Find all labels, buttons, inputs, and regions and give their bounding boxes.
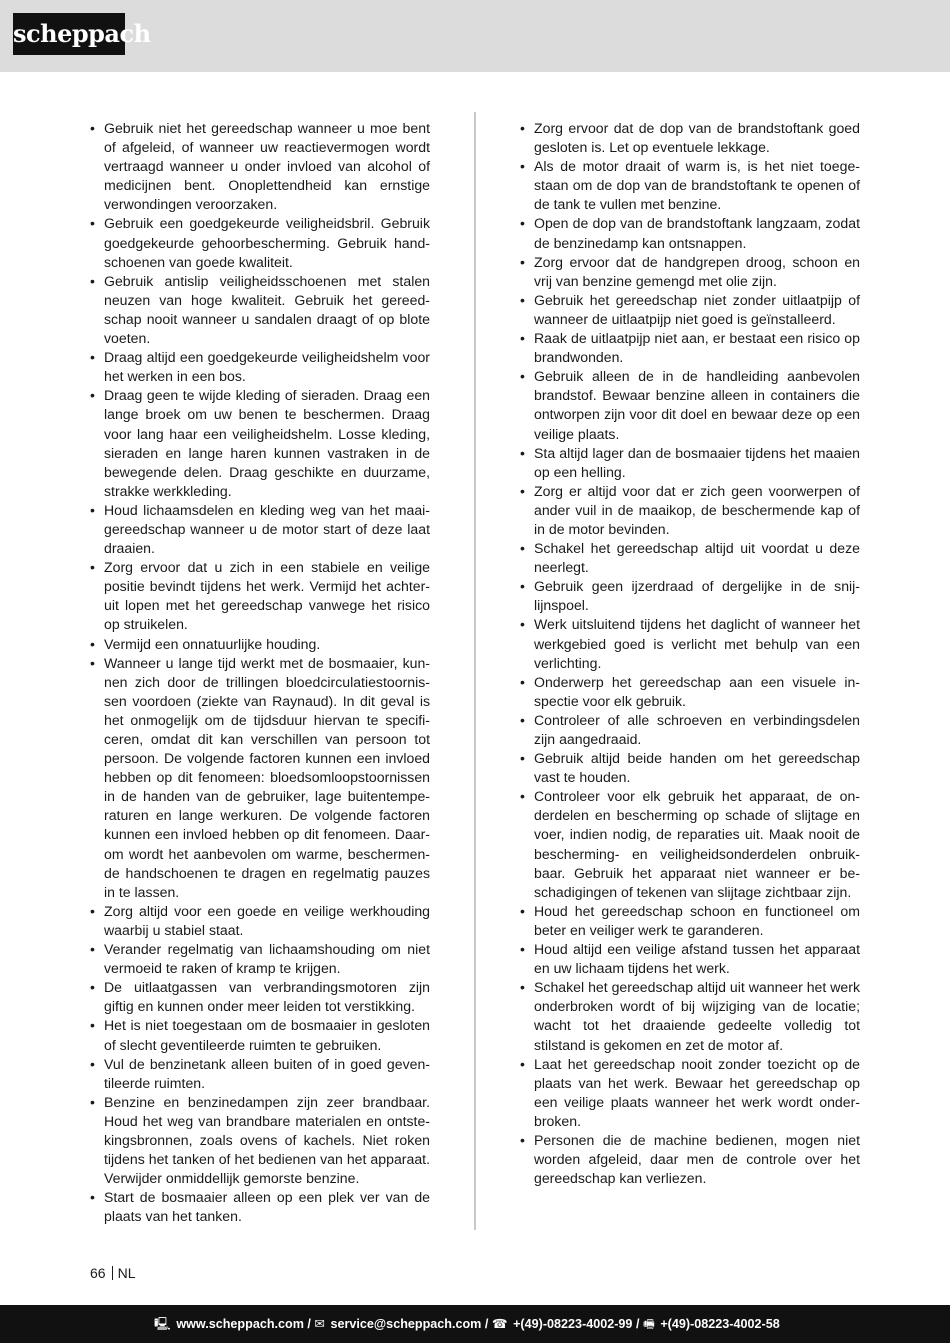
computer-icon: 🖳 (154, 1317, 171, 1331)
bullet-item: • Onderwerp het gereedschap aan een visuele inspectie voor elk gebruik. (520, 673, 860, 711)
bullet-item: • Vul de benzinetank alleen buiten of in goed geventileerde ruimten. (90, 1055, 430, 1093)
bullet-item: • De uitlaatgassen van verbrandingsmotoren zijn giftig en kunnen onder meer leiden tot verstikking. (90, 978, 430, 1016)
page-number (90, 1264, 135, 1283)
bullet-item: • Schakel het gereedschap altijd uit voordat u deze neerlegt. (520, 539, 860, 577)
fax-icon: 🖷 (642, 1317, 655, 1331)
bullet-item: • Vermijd een onnatuurlijke houding. (90, 635, 430, 654)
bullet-item: • Houd lichaamsdelen en kleding weg van het maaigereedschap wanneer u de motor start of deze laat draaien. (90, 501, 430, 558)
left-column (90, 119, 430, 1226)
bullet-item: • Verander regelmatig van lichaamshouding om niet vermoeid te raken of kramp te krijgen. (90, 940, 430, 978)
language-code: NL (117, 1265, 136, 1281)
bullet-item: • Gebruik altijd beide handen om het gereedschap vast te houden. (520, 749, 860, 787)
right-column (520, 119, 860, 1188)
bullet-item: • Het is niet toegestaan om de bosmaaier in gesloten of slecht geventileerde ruimten te gebruiken. (90, 1016, 430, 1054)
bullet-item: • Benzine en benzinedampen zijn zeer brandbaar. Houd het weg van brandbare materialen en ontstekingsbronnen, zoals ovens of kachels. Niet roken tijdens het tanken of het bedienen van het apparaat. Verwijder onmiddellijk gemorste benzine. (90, 1093, 430, 1188)
bullet-item: • Houd het gereedschap schoon en functioneel om beter en veiliger werk te garanderen. (520, 902, 860, 940)
bullet-item: • Wanneer u lange tijd werkt met de bosmaaier, kunnen zich door de trillingen bloedcirculatiestoornissen voordoen (ziekte van Raynaud). In dit geval is het onmogelijk om de tijdsduur hiervan te specificeren, omdat dit kan verschillen van persoon tot persoon. De volgende factoren kunnen een invloed hebben op dit fenomeen: bloedsomloopstoornissen in de handen van de gebruiker, lage buitentemperaturen en lange werkuren. De volgende factoren kunnen een invloed hebben op dit fenomeen. Daarom wordt het aanbevolen om warme, beschermende handschoenen te dragen en regelmatig pauzes in te lassen. (90, 654, 430, 902)
footer-phone: +(49)-08223-4002-99 / (513, 1317, 640, 1331)
bullet-item: • Zorg ervoor dat u zich in een stabiele en veilige positie bevindt tijdens het werk. Vermijd het achteruit lopen met het gereedschap vanwege het risico op struikelen. (90, 558, 430, 634)
bullet-item: • Laat het gereedschap nooit zonder toezicht op de plaats van het werk. Bewaar het gereedschap op een veilige plaats wanneer het werk wordt onderbroken. (520, 1055, 860, 1131)
bullet-item: • Gebruik een goedgekeurde veiligheidsbril. Gebruik goedgekeurde gehoorbescherming. Gebruik handschoenen van goede kwaliteit. (90, 214, 430, 271)
footer-fax: +(49)-08223-4002-58 (660, 1317, 780, 1331)
bullet-item: • Gebruik het gereedschap niet zonder uitlaatpijp of wanneer de uitlaatpijp niet goed is geïnstalleerd. (520, 291, 860, 329)
bullet-item: • Zorg ervoor dat de dop van de brandstoftank goed gesloten is. Let op eventuele lekkage. (520, 119, 860, 157)
footer-contact-bar (0, 1305, 950, 1343)
bullet-item: • Gebruik geen ijzerdraad of dergelijke in de snijlijnspoel. (520, 577, 860, 615)
right-bullet-list (520, 119, 860, 1188)
bullet-item: • Schakel het gereedschap altijd uit wanneer het werk onderbroken wordt of bij wijziging van de locatie; wacht tot het draaiende gedeelte volledig tot stilstand is gekomen en zet de motor af. (520, 978, 860, 1054)
bullet-item: • Zorg altijd voor een goede en veilige werkhouding waarbij u stabiel staat. (90, 902, 430, 940)
bullet-item: • Werk uitsluitend tijdens het daglicht of wanneer het werkgebied goed is verlicht met behulp van een verlichting. (520, 615, 860, 672)
page-number-separator (112, 1266, 113, 1280)
bullet-item: • Controleer voor elk gebruik het apparaat, de onderdelen en bescherming op schade of slijtage en voer, indien nodig, de reparaties uit. Maak nooit de bescherming- en veiligheidsonderdelen onbruikbaar. Gebruik het apparaat niet wanneer er beschadigingen of tekenen van slijtage zichtbaar zijn. (520, 787, 860, 902)
bullet-item: • Draag geen te wijde kleding of sieraden. Draag een lange broek om uw benen te beschermen. Draag voor lang haar een veiligheidshelm. Losse kleding, sieraden en lange haren kunnen vastraken in de bewegende delen. Draag geschikte en duurzame, strakke werkkleding. (90, 386, 430, 501)
header-band (0, 0, 950, 72)
phone-icon: ☎ (491, 1317, 508, 1331)
column-divider (474, 112, 476, 1230)
bullet-item: • Raak de uitlaatpijp niet aan, er bestaat een risico op brandwonden. (520, 329, 860, 367)
bullet-item: • Gebruik antislip veiligheidsschoenen met stalen neuzen van hoge kwaliteit. Gebruik het gereedschap nooit wanneer u sandalen draagt of op blote voeten. (90, 272, 430, 348)
bullet-item: • Sta altijd lager dan de bosmaaier tijdens het maaien op een helling. (520, 444, 860, 482)
bullet-item: • Start de bosmaaier alleen op een plek ver van de plaats van het tanken. (90, 1188, 430, 1226)
bullet-item: • Gebruik alleen de in de handleiding aanbevolen brandstof. Bewaar benzine alleen in containers die ontworpen zijn voor dit doel en bewaar deze op een veilige plaats. (520, 367, 860, 443)
bullet-item: • Als de motor draait of warm is, is het niet toegestaan om de dop van de brandstoftank te openen of de tank te vullen met benzine. (520, 157, 860, 214)
left-bullet-list (90, 119, 430, 1226)
bullet-item: • Controleer of alle schroeven en verbindingsdelen zijn aangedraaid. (520, 711, 860, 749)
bullet-item: • Draag altijd een goedgekeurde veiligheidshelm voor het werken in een bos. (90, 348, 430, 386)
footer-email[interactable]: service@scheppach.com / (330, 1317, 489, 1331)
footer-website[interactable]: www.scheppach.com / (176, 1317, 311, 1331)
bullet-item: • Personen die de machine bedienen, mogen niet worden afgeleid, daar men de controle over het gereedschap kan verliezen. (520, 1131, 860, 1188)
bullet-item: • Zorg ervoor dat de handgrepen droog, schoon en vrij van benzine gemengd met olie zijn. (520, 253, 860, 291)
bullet-item: • Open de dop van de brandstoftank langzaam, zodat de benzinedamp kan ontsnappen. (520, 214, 860, 252)
brand-logo: scheppach (13, 13, 125, 55)
bullet-item: • Gebruik niet het gereedschap wanneer u moe bent of afgeleid, of wanneer uw reactievermogen wordt vertraagd wanneer u onder invloed van alcohol of medicijnen bent. Onoplettendheid kan ernstige verwondingen veroorzaken. (90, 119, 430, 214)
bullet-item: • Houd altijd een veilige afstand tussen het apparaat en uw lichaam tijdens het werk. (520, 940, 860, 978)
page-number-value: 66 (90, 1265, 106, 1281)
email-icon: ✉ (314, 1317, 325, 1331)
bullet-item: • Zorg er altijd voor dat er zich geen voorwerpen of ander vuil in de maaikop, de beschermende kap of in de motor bevinden. (520, 482, 860, 539)
